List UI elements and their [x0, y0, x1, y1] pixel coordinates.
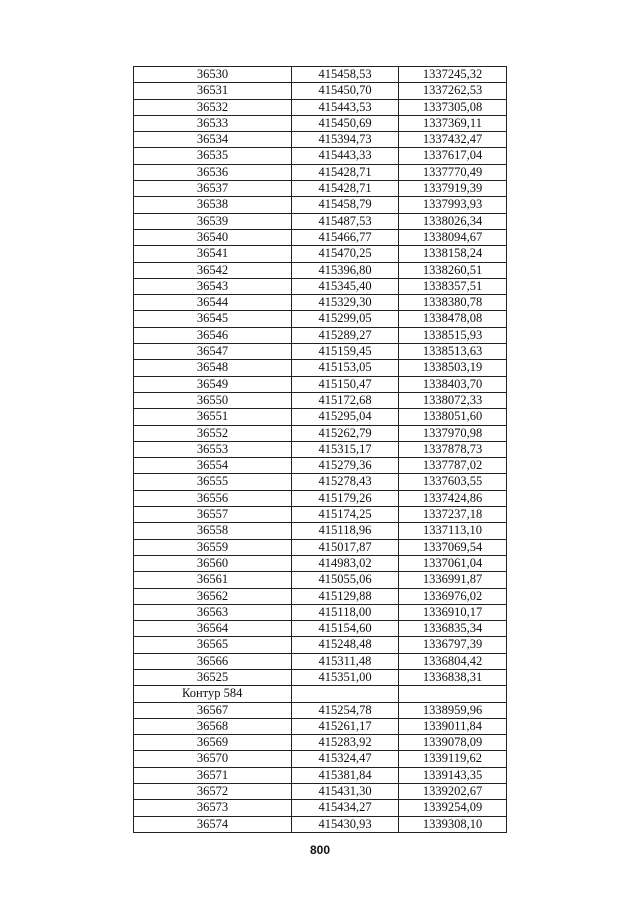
x-coordinate-cell: 415311,48	[292, 653, 399, 669]
point-number-cell: 36530	[134, 67, 292, 83]
y-coordinate-cell: 1339078,09	[399, 735, 507, 751]
point-number-cell: 36560	[134, 555, 292, 571]
contour-label-cell: Контур 584	[134, 686, 292, 702]
x-coordinate-cell: 415315,17	[292, 441, 399, 457]
point-number-cell: 36525	[134, 669, 292, 685]
point-number-cell: 36538	[134, 197, 292, 213]
point-number-cell: 36569	[134, 735, 292, 751]
table-row	[134, 83, 507, 99]
table-row	[134, 99, 507, 115]
y-coordinate-cell: 1337432,47	[399, 132, 507, 148]
y-coordinate-cell: 1337603,55	[399, 474, 507, 490]
table-row	[134, 523, 507, 539]
point-number-cell: 36549	[134, 376, 292, 392]
y-coordinate-cell: 1339308,10	[399, 816, 507, 832]
point-number-cell: 36541	[134, 246, 292, 262]
y-coordinate-cell: 1337245,32	[399, 67, 507, 83]
x-coordinate-cell: 415278,43	[292, 474, 399, 490]
point-number-cell: 36537	[134, 181, 292, 197]
x-coordinate-cell: 415394,73	[292, 132, 399, 148]
table-row	[134, 115, 507, 131]
y-coordinate-cell: 1337878,73	[399, 441, 507, 457]
x-coordinate-cell: 415345,40	[292, 278, 399, 294]
x-coordinate-cell: 415174,25	[292, 507, 399, 523]
table-row	[134, 311, 507, 327]
point-number-cell: 36535	[134, 148, 292, 164]
x-coordinate-cell: 414983,02	[292, 555, 399, 571]
table-row	[134, 132, 507, 148]
point-number-cell: 36561	[134, 572, 292, 588]
point-number-cell: 36555	[134, 474, 292, 490]
table-row	[134, 621, 507, 637]
table-row	[134, 490, 507, 506]
point-number-cell: 36531	[134, 83, 292, 99]
point-number-cell: 36553	[134, 441, 292, 457]
table-row	[134, 669, 507, 685]
y-coordinate-cell: 1338403,70	[399, 376, 507, 392]
table-row	[134, 197, 507, 213]
point-number-cell: 36570	[134, 751, 292, 767]
point-number-cell: 36572	[134, 784, 292, 800]
y-coordinate-cell: 1336835,34	[399, 621, 507, 637]
x-coordinate-cell: 415428,71	[292, 181, 399, 197]
point-number-cell: 36562	[134, 588, 292, 604]
y-coordinate-cell: 1336910,17	[399, 604, 507, 620]
table-row	[134, 425, 507, 441]
x-coordinate-cell: 415295,04	[292, 409, 399, 425]
coordinates-table	[133, 66, 507, 833]
y-coordinate-cell: 1338357,51	[399, 278, 507, 294]
x-coordinate-cell: 415450,70	[292, 83, 399, 99]
point-number-cell: 36545	[134, 311, 292, 327]
point-number-cell: 36534	[134, 132, 292, 148]
x-coordinate-cell: 415154,60	[292, 621, 399, 637]
y-coordinate-cell: 1339254,09	[399, 800, 507, 816]
y-coordinate-cell: 1339143,35	[399, 767, 507, 783]
point-number-cell: 36543	[134, 278, 292, 294]
y-coordinate-cell: 1336976,02	[399, 588, 507, 604]
x-coordinate-cell: 415470,25	[292, 246, 399, 262]
y-coordinate-cell: 1338158,24	[399, 246, 507, 262]
point-number-cell: 36574	[134, 816, 292, 832]
point-number-cell: 36544	[134, 295, 292, 311]
y-coordinate-cell: 1338515,93	[399, 327, 507, 343]
table-row	[134, 409, 507, 425]
y-coordinate-cell: 1337113,10	[399, 523, 507, 539]
x-coordinate-cell: 415351,00	[292, 669, 399, 685]
table-row	[134, 458, 507, 474]
table-row	[134, 181, 507, 197]
y-coordinate-cell: 1339011,84	[399, 718, 507, 734]
y-coordinate-cell: 1337369,11	[399, 115, 507, 131]
x-coordinate-cell: 415172,68	[292, 392, 399, 408]
table-row	[134, 572, 507, 588]
table-row	[134, 474, 507, 490]
y-coordinate-cell: 1338260,51	[399, 262, 507, 278]
table-row	[134, 148, 507, 164]
y-coordinate-cell: 1337305,08	[399, 99, 507, 115]
table-row	[134, 637, 507, 653]
table-row	[134, 604, 507, 620]
page-number: 800	[309, 843, 331, 857]
point-number-cell: 36566	[134, 653, 292, 669]
y-coordinate-cell: 1337262,53	[399, 83, 507, 99]
y-coordinate-cell	[399, 686, 507, 702]
x-coordinate-cell: 415487,53	[292, 213, 399, 229]
table-row	[134, 360, 507, 376]
table-row	[134, 800, 507, 816]
x-coordinate-cell: 415179,26	[292, 490, 399, 506]
y-coordinate-cell: 1336804,42	[399, 653, 507, 669]
x-coordinate-cell: 415150,47	[292, 376, 399, 392]
y-coordinate-cell: 1337424,86	[399, 490, 507, 506]
y-coordinate-cell: 1338380,78	[399, 295, 507, 311]
x-coordinate-cell: 415329,30	[292, 295, 399, 311]
x-coordinate-cell: 415289,27	[292, 327, 399, 343]
table-row	[134, 164, 507, 180]
y-coordinate-cell: 1337970,98	[399, 425, 507, 441]
x-coordinate-cell: 415299,05	[292, 311, 399, 327]
table-row	[134, 376, 507, 392]
x-coordinate-cell: 415279,36	[292, 458, 399, 474]
x-coordinate-cell: 415466,77	[292, 229, 399, 245]
y-coordinate-cell: 1337061,04	[399, 555, 507, 571]
point-number-cell: 36554	[134, 458, 292, 474]
point-number-cell: 36536	[134, 164, 292, 180]
y-coordinate-cell: 1337069,54	[399, 539, 507, 555]
y-coordinate-cell: 1338094,67	[399, 229, 507, 245]
table-row	[134, 588, 507, 604]
point-number-cell: 36568	[134, 718, 292, 734]
x-coordinate-cell: 415254,78	[292, 702, 399, 718]
x-coordinate-cell: 415262,79	[292, 425, 399, 441]
table-row	[134, 246, 507, 262]
point-number-cell: 36532	[134, 99, 292, 115]
y-coordinate-cell: 1338959,96	[399, 702, 507, 718]
y-coordinate-cell: 1337919,39	[399, 181, 507, 197]
point-number-cell: 36573	[134, 800, 292, 816]
point-number-cell: 36540	[134, 229, 292, 245]
y-coordinate-cell: 1338026,34	[399, 213, 507, 229]
table-row	[134, 278, 507, 294]
table-row	[134, 229, 507, 245]
point-number-cell: 36556	[134, 490, 292, 506]
y-coordinate-cell: 1337770,49	[399, 164, 507, 180]
table-row	[134, 507, 507, 523]
point-number-cell: 36563	[134, 604, 292, 620]
y-coordinate-cell: 1338478,08	[399, 311, 507, 327]
point-number-cell: 36564	[134, 621, 292, 637]
y-coordinate-cell: 1337787,02	[399, 458, 507, 474]
contour-header-row	[134, 686, 507, 702]
x-coordinate-cell: 415443,33	[292, 148, 399, 164]
y-coordinate-cell: 1336838,31	[399, 669, 507, 685]
x-coordinate-cell: 415118,00	[292, 604, 399, 620]
x-coordinate-cell: 415248,48	[292, 637, 399, 653]
table-row	[134, 653, 507, 669]
x-coordinate-cell: 415450,69	[292, 115, 399, 131]
y-coordinate-cell: 1336797,39	[399, 637, 507, 653]
point-number-cell: 36551	[134, 409, 292, 425]
table-row	[134, 327, 507, 343]
table-row	[134, 295, 507, 311]
x-coordinate-cell: 415017,87	[292, 539, 399, 555]
table-row	[134, 702, 507, 718]
table-row	[134, 539, 507, 555]
point-number-cell: 36571	[134, 767, 292, 783]
point-number-cell: 36546	[134, 327, 292, 343]
x-coordinate-cell: 415159,45	[292, 344, 399, 360]
y-coordinate-cell: 1337237,18	[399, 507, 507, 523]
point-number-cell: 36558	[134, 523, 292, 539]
x-coordinate-cell: 415430,93	[292, 816, 399, 832]
point-number-cell: 36547	[134, 344, 292, 360]
point-number-cell: 36567	[134, 702, 292, 718]
table-row	[134, 718, 507, 734]
coordinates-table-body	[134, 67, 507, 833]
y-coordinate-cell: 1338503,19	[399, 360, 507, 376]
x-coordinate-cell: 415118,96	[292, 523, 399, 539]
table-row	[134, 555, 507, 571]
point-number-cell: 36559	[134, 539, 292, 555]
y-coordinate-cell: 1338072,33	[399, 392, 507, 408]
table-row	[134, 816, 507, 832]
point-number-cell: 36548	[134, 360, 292, 376]
x-coordinate-cell: 415324,47	[292, 751, 399, 767]
table-row	[134, 784, 507, 800]
table-row	[134, 392, 507, 408]
point-number-cell: 36565	[134, 637, 292, 653]
y-coordinate-cell: 1337617,04	[399, 148, 507, 164]
y-coordinate-cell: 1339119,62	[399, 751, 507, 767]
x-coordinate-cell: 415443,53	[292, 99, 399, 115]
point-number-cell: 36542	[134, 262, 292, 278]
table-row	[134, 441, 507, 457]
x-coordinate-cell: 415434,27	[292, 800, 399, 816]
table-row	[134, 751, 507, 767]
x-coordinate-cell: 415261,17	[292, 718, 399, 734]
table-row	[134, 67, 507, 83]
x-coordinate-cell: 415458,53	[292, 67, 399, 83]
table-row	[134, 344, 507, 360]
table-row	[134, 767, 507, 783]
x-coordinate-cell: 415396,80	[292, 262, 399, 278]
point-number-cell: 36550	[134, 392, 292, 408]
x-coordinate-cell: 415458,79	[292, 197, 399, 213]
x-coordinate-cell: 415428,71	[292, 164, 399, 180]
table-row	[134, 735, 507, 751]
point-number-cell: 36533	[134, 115, 292, 131]
table-row	[134, 262, 507, 278]
x-coordinate-cell: 415055,06	[292, 572, 399, 588]
x-coordinate-cell: 415283,92	[292, 735, 399, 751]
point-number-cell: 36539	[134, 213, 292, 229]
y-coordinate-cell: 1337993,93	[399, 197, 507, 213]
y-coordinate-cell: 1339202,67	[399, 784, 507, 800]
point-number-cell: 36557	[134, 507, 292, 523]
y-coordinate-cell: 1336991,87	[399, 572, 507, 588]
y-coordinate-cell: 1338513,63	[399, 344, 507, 360]
x-coordinate-cell	[292, 686, 399, 702]
point-number-cell: 36552	[134, 425, 292, 441]
x-coordinate-cell: 415153,05	[292, 360, 399, 376]
table-row	[134, 213, 507, 229]
y-coordinate-cell: 1338051,60	[399, 409, 507, 425]
x-coordinate-cell: 415381,84	[292, 767, 399, 783]
x-coordinate-cell: 415431,30	[292, 784, 399, 800]
x-coordinate-cell: 415129,88	[292, 588, 399, 604]
